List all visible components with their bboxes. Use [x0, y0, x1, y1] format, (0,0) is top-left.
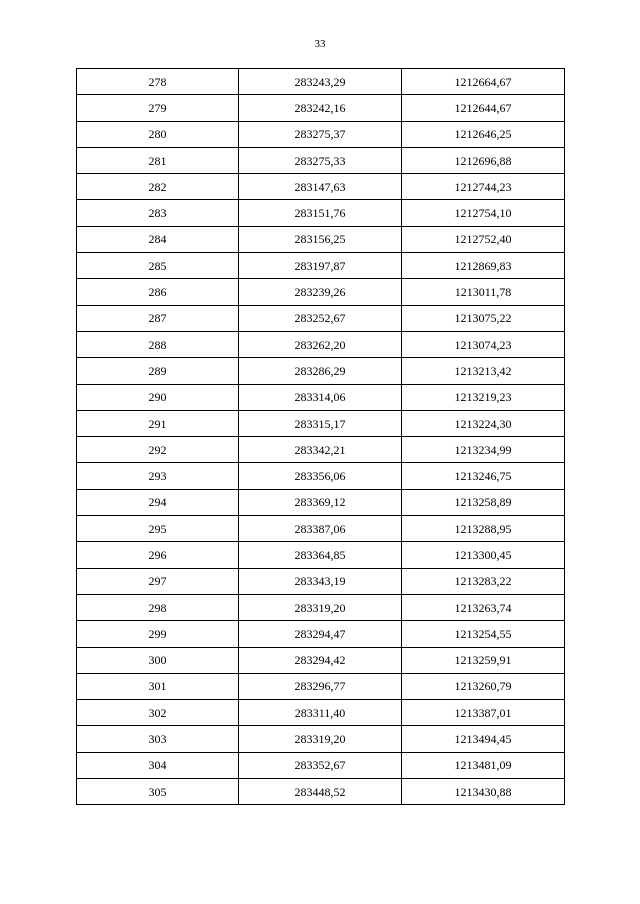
- table-row: [77, 489, 565, 515]
- table-row: [77, 437, 565, 463]
- x-coordinate-cell: 283311,40: [239, 700, 402, 726]
- point-number-cell: 286: [77, 279, 239, 305]
- x-coordinate-cell: 283275,37: [239, 121, 402, 147]
- y-coordinate-cell: 1213259,91: [402, 647, 565, 673]
- point-number-cell: 295: [77, 516, 239, 542]
- point-number-cell: 282: [77, 174, 239, 200]
- y-coordinate-cell: 1212696,88: [402, 147, 565, 173]
- x-coordinate-cell: 283243,29: [239, 69, 402, 95]
- point-number-cell: 305: [77, 779, 239, 805]
- point-number-cell: 293: [77, 463, 239, 489]
- point-number-cell: 299: [77, 621, 239, 647]
- x-coordinate-cell: 283352,67: [239, 752, 402, 778]
- point-number-cell: 304: [77, 752, 239, 778]
- point-number-cell: 291: [77, 410, 239, 436]
- table-row: [77, 463, 565, 489]
- point-number-cell: 280: [77, 121, 239, 147]
- y-coordinate-cell: 1213258,89: [402, 489, 565, 515]
- table-row: [77, 673, 565, 699]
- y-coordinate-cell: 1213263,74: [402, 594, 565, 620]
- coordinates-table: [76, 68, 565, 805]
- point-number-cell: 287: [77, 305, 239, 331]
- coordinates-table-body: [77, 69, 565, 805]
- point-number-cell: 281: [77, 147, 239, 173]
- table-row: [77, 647, 565, 673]
- y-coordinate-cell: 1213011,78: [402, 279, 565, 305]
- point-number-cell: 285: [77, 253, 239, 279]
- y-coordinate-cell: 1212646,25: [402, 121, 565, 147]
- y-coordinate-cell: 1213300,45: [402, 542, 565, 568]
- y-coordinate-cell: 1213075,22: [402, 305, 565, 331]
- x-coordinate-cell: 283314,06: [239, 384, 402, 410]
- table-row: [77, 779, 565, 805]
- table-row: [77, 752, 565, 778]
- point-number-cell: 300: [77, 647, 239, 673]
- y-coordinate-cell: 1212869,83: [402, 253, 565, 279]
- x-coordinate-cell: 283147,63: [239, 174, 402, 200]
- table-row: [77, 516, 565, 542]
- y-coordinate-cell: 1213213,42: [402, 358, 565, 384]
- x-coordinate-cell: 283448,52: [239, 779, 402, 805]
- point-number-cell: 297: [77, 568, 239, 594]
- x-coordinate-cell: 283156,25: [239, 226, 402, 252]
- y-coordinate-cell: 1213234,99: [402, 437, 565, 463]
- table-row: [77, 568, 565, 594]
- table-row: [77, 726, 565, 752]
- table-row: [77, 279, 565, 305]
- x-coordinate-cell: 283369,12: [239, 489, 402, 515]
- x-coordinate-cell: 283294,42: [239, 647, 402, 673]
- x-coordinate-cell: 283294,47: [239, 621, 402, 647]
- table-row: [77, 410, 565, 436]
- x-coordinate-cell: 283342,21: [239, 437, 402, 463]
- x-coordinate-cell: 283356,06: [239, 463, 402, 489]
- x-coordinate-cell: 283343,19: [239, 568, 402, 594]
- y-coordinate-cell: 1213283,22: [402, 568, 565, 594]
- x-coordinate-cell: 283296,77: [239, 673, 402, 699]
- point-number-cell: 283: [77, 200, 239, 226]
- y-coordinate-cell: 1212644,67: [402, 95, 565, 121]
- table-row: [77, 305, 565, 331]
- table-row: [77, 542, 565, 568]
- x-coordinate-cell: 283252,67: [239, 305, 402, 331]
- x-coordinate-cell: 283387,06: [239, 516, 402, 542]
- page-number: 33: [314, 38, 326, 50]
- point-number-cell: 301: [77, 673, 239, 699]
- y-coordinate-cell: 1213288,95: [402, 516, 565, 542]
- y-coordinate-cell: 1213254,55: [402, 621, 565, 647]
- y-coordinate-cell: 1213246,75: [402, 463, 565, 489]
- table-row: [77, 174, 565, 200]
- point-number-cell: 288: [77, 331, 239, 357]
- y-coordinate-cell: 1213074,23: [402, 331, 565, 357]
- point-number-cell: 296: [77, 542, 239, 568]
- y-coordinate-cell: 1213481,09: [402, 752, 565, 778]
- point-number-cell: 303: [77, 726, 239, 752]
- point-number-cell: 284: [77, 226, 239, 252]
- table-row: [77, 331, 565, 357]
- y-coordinate-cell: 1212754,10: [402, 200, 565, 226]
- point-number-cell: 292: [77, 437, 239, 463]
- table-row: [77, 253, 565, 279]
- x-coordinate-cell: 283242,16: [239, 95, 402, 121]
- table-row: [77, 384, 565, 410]
- x-coordinate-cell: 283315,17: [239, 410, 402, 436]
- y-coordinate-cell: 1212664,67: [402, 69, 565, 95]
- point-number-cell: 298: [77, 594, 239, 620]
- point-number-cell: 289: [77, 358, 239, 384]
- x-coordinate-cell: 283319,20: [239, 726, 402, 752]
- table-row: [77, 69, 565, 95]
- point-number-cell: 302: [77, 700, 239, 726]
- y-coordinate-cell: 1213260,79: [402, 673, 565, 699]
- point-number-cell: 278: [77, 69, 239, 95]
- x-coordinate-cell: 283262,20: [239, 331, 402, 357]
- x-coordinate-cell: 283275,33: [239, 147, 402, 173]
- point-number-cell: 294: [77, 489, 239, 515]
- x-coordinate-cell: 283364,85: [239, 542, 402, 568]
- y-coordinate-cell: 1213430,88: [402, 779, 565, 805]
- x-coordinate-cell: 283239,26: [239, 279, 402, 305]
- point-number-cell: 279: [77, 95, 239, 121]
- x-coordinate-cell: 283319,20: [239, 594, 402, 620]
- x-coordinate-cell: 283286,29: [239, 358, 402, 384]
- table-row: [77, 226, 565, 252]
- table-row: [77, 700, 565, 726]
- y-coordinate-cell: 1212744,23: [402, 174, 565, 200]
- table-row: [77, 121, 565, 147]
- table-row: [77, 95, 565, 121]
- table-row: [77, 200, 565, 226]
- table-row: [77, 621, 565, 647]
- y-coordinate-cell: 1212752,40: [402, 226, 565, 252]
- y-coordinate-cell: 1213494,45: [402, 726, 565, 752]
- x-coordinate-cell: 283151,76: [239, 200, 402, 226]
- table-row: [77, 358, 565, 384]
- point-number-cell: 290: [77, 384, 239, 410]
- y-coordinate-cell: 1213224,30: [402, 410, 565, 436]
- table-row: [77, 594, 565, 620]
- table-row: [77, 147, 565, 173]
- x-coordinate-cell: 283197,87: [239, 253, 402, 279]
- y-coordinate-cell: 1213219,23: [402, 384, 565, 410]
- y-coordinate-cell: 1213387,01: [402, 700, 565, 726]
